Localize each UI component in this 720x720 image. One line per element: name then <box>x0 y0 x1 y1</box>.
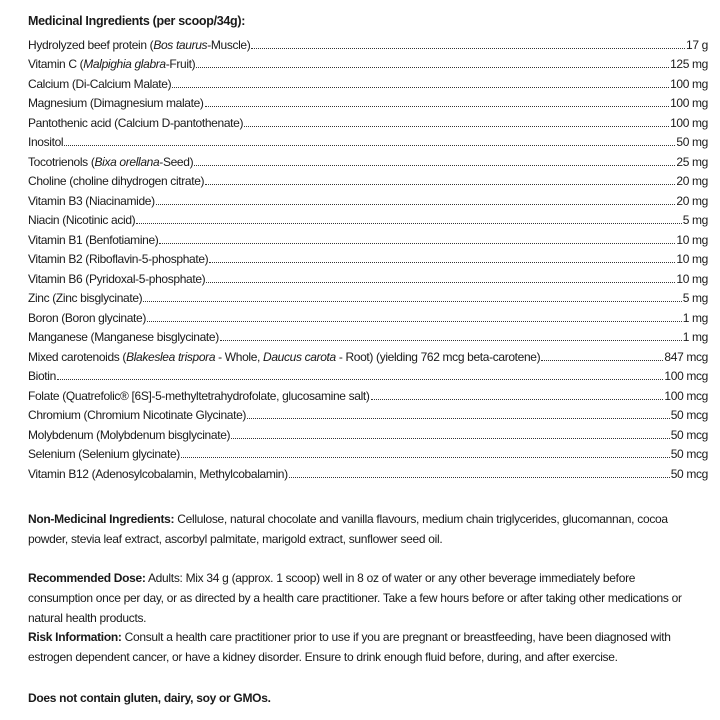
dot-leader <box>231 438 670 439</box>
ingredient-name-part: Vitamin C ( <box>28 57 84 71</box>
ingredient-name-part: Vitamin B6 (Pyridoxal-5-phosphate) <box>28 271 206 286</box>
ingredient-name <box>28 272 205 286</box>
ingredient-name <box>28 194 155 208</box>
ingredient-name-part: Chromium (Chromium Nicotinate Glycinate) <box>28 408 247 422</box>
ingredient-name-part: Vitamin B12 (Adenosylcobalamin, Methylcobalamin) <box>28 466 288 481</box>
non-medicinal-label: Non-Medicinal Ingredients: <box>28 512 175 526</box>
ingredient-name <box>28 447 180 461</box>
ingredient-amount: 50 mcg <box>670 408 708 422</box>
risk-information-label: Risk Information: <box>28 630 122 644</box>
ingredient-name-part: Hydrolyzed beef protein ( <box>28 37 154 52</box>
ingredient-row <box>28 247 708 267</box>
ingredient-name-part: -Muscle) <box>207 37 251 52</box>
ingredient-name-part: - Whole, <box>215 349 264 364</box>
ingredient-name <box>28 330 219 344</box>
ingredient-row <box>28 325 708 345</box>
ingredient-amount: 847 mcg <box>664 349 708 364</box>
ingredient-name-part: Mixed carotenoids ( <box>28 349 127 364</box>
ingredient-name <box>28 77 171 91</box>
ingredient-latin-name: Daucus carota <box>263 349 336 364</box>
ingredient-name <box>28 135 63 149</box>
ingredient-row <box>28 422 708 442</box>
ingredient-row <box>28 188 708 208</box>
dot-leader <box>289 477 670 478</box>
ingredient-name-part: Selenium (Selenium glycinate) <box>28 447 180 461</box>
ingredient-row <box>28 71 708 91</box>
ingredient-name-part: -Seed) <box>159 154 194 169</box>
ingredient-name-part: Folate (Quatrefolic® [6S]-5-methyltetrahydrofolate, glucosamine salt) <box>28 388 370 403</box>
ingredient-amount: 50 mcg <box>670 466 708 481</box>
ingredient-latin-name: Bos taurus <box>153 37 208 52</box>
ingredient-amount: 50 mg <box>676 135 708 149</box>
ingredient-name <box>28 428 230 442</box>
ingredient-row <box>28 403 708 423</box>
ingredient-amount: 10 mg <box>676 232 708 247</box>
dot-leader <box>209 262 675 263</box>
ingredient-name <box>28 408 246 422</box>
ingredient-row <box>28 266 708 286</box>
ingredient-name-part: Niacin (Nicotinic acid) <box>28 213 136 227</box>
ingredient-name-part: Molybdenum (Molybdenum bisglycinate) <box>28 427 231 442</box>
ingredient-amount: 10 mg <box>676 252 708 266</box>
ingredient-row <box>28 344 708 364</box>
ingredient-name <box>28 350 540 364</box>
allergen-statement: Does not contain gluten, dairy, soy or GMOs. <box>28 691 271 705</box>
dot-leader <box>247 418 670 419</box>
ingredient-amount: 50 mcg <box>670 447 708 461</box>
dot-leader <box>181 457 670 458</box>
ingredient-row <box>28 383 708 403</box>
ingredient-row <box>28 169 708 189</box>
ingredient-name-part: Biotin <box>28 369 56 383</box>
dot-leader <box>64 145 675 146</box>
medicinal-ingredients-list <box>28 32 708 481</box>
ingredient-name <box>28 96 204 110</box>
ingredient-amount: 100 mg <box>670 115 708 130</box>
ingredient-name-part: Choline (choline dihydrogen citrate) <box>28 174 205 188</box>
ingredient-amount: 100 mcg <box>664 388 708 403</box>
ingredient-row <box>28 442 708 462</box>
dot-leader <box>136 223 681 224</box>
dot-leader <box>147 321 682 322</box>
dot-leader <box>244 126 669 127</box>
ingredient-latin-name: Blakeslea trispora <box>126 349 216 364</box>
ingredient-name <box>28 389 370 403</box>
dot-leader <box>205 184 675 185</box>
risk-information-text: Consult a health care practitioner prior to use if you are pregnant or breastfeeding, have been diagnosed with estrogen dependent cancer, or have a kidney disorder. Ensure to drink enough fluid before, during, and after exercise. <box>28 630 671 664</box>
ingredient-amount: 1 mg <box>682 310 708 325</box>
medicinal-ingredients-heading: Medicinal Ingredients (per scoop/34g): <box>28 14 246 28</box>
ingredient-name <box>28 57 195 71</box>
ingredient-name <box>28 311 146 325</box>
ingredient-amount: 1 mg <box>682 330 708 344</box>
non-medicinal-ingredients <box>28 509 702 549</box>
ingredient-amount: 25 mg <box>676 154 708 169</box>
dot-leader <box>156 204 676 205</box>
non-medicinal-text: Cellulose, natural chocolate and vanilla flavours, medium chain triglycerides, glucomannan, cocoa powder, stevia leaf extract, ascorbyl palmitate, marigold extract, sunflower seed oil. <box>28 512 668 546</box>
ingredient-name <box>28 467 288 481</box>
ingredient-row <box>28 149 708 169</box>
ingredient-name-part: Calcium (Di-Calcium Malate) <box>28 76 172 91</box>
dot-leader <box>159 243 675 244</box>
ingredient-amount: 100 mg <box>670 76 708 91</box>
ingredient-name-part: Inositol <box>28 135 64 149</box>
ingredient-amount: 125 mg <box>670 57 708 71</box>
dot-leader <box>371 399 664 400</box>
ingredient-name-part: Pantothenic acid (Calcium D-pantothenate) <box>28 115 244 130</box>
ingredient-name <box>28 369 56 383</box>
risk-information <box>28 627 702 667</box>
dot-leader <box>172 87 669 88</box>
ingredient-amount: 5 mg <box>682 213 708 227</box>
dot-leader <box>205 106 669 107</box>
ingredient-latin-name: Bixa orellana <box>94 154 160 169</box>
ingredient-row <box>28 461 708 481</box>
ingredient-name <box>28 291 142 305</box>
recommended-dose <box>28 568 702 628</box>
ingredient-row <box>28 364 708 384</box>
dot-leader <box>220 340 682 341</box>
ingredient-name-part: Vitamin B2 (Riboflavin-5-phosphate) <box>28 252 209 266</box>
dot-leader <box>143 301 681 302</box>
ingredient-name-part: -Fruit) <box>165 57 196 71</box>
ingredient-name-part: Manganese (Manganese bisglycinate) <box>28 330 219 344</box>
recommended-dose-text: Adults: Mix 34 g (approx. 1 scoop) well in 8 oz of water or any other beverage immediately before consumption once per day, or as directed by a health care practitioner. Take a few hours before or after taking other medications or natural health products. <box>28 571 682 625</box>
ingredient-name-part: Tocotrienols ( <box>28 154 95 169</box>
ingredient-amount: 5 mg <box>682 291 708 305</box>
ingredient-row <box>28 32 708 52</box>
ingredient-row <box>28 52 708 72</box>
ingredient-amount: 100 mg <box>670 96 708 110</box>
ingredient-row <box>28 286 708 306</box>
ingredient-row <box>28 110 708 130</box>
ingredient-name-part: Magnesium (Dimagnesium malate) <box>28 96 204 110</box>
ingredient-name-part: Zinc (Zinc bisglycinate) <box>28 291 143 305</box>
dot-leader <box>196 67 669 68</box>
recommended-dose-label: Recommended Dose: <box>28 571 146 585</box>
ingredient-name <box>28 155 193 169</box>
dot-leader <box>251 48 685 49</box>
ingredient-row <box>28 305 708 325</box>
dot-leader <box>57 379 664 380</box>
ingredient-amount: 10 mg <box>676 271 708 286</box>
ingredient-row <box>28 208 708 228</box>
ingredient-latin-name: Malpighia glabra <box>83 57 166 71</box>
ingredient-name <box>28 213 135 227</box>
ingredient-amount: 20 mg <box>676 174 708 188</box>
dot-leader <box>194 165 675 166</box>
ingredient-name <box>28 116 243 130</box>
ingredient-name <box>28 252 208 266</box>
ingredient-name-part: - Root) (yielding 762 mcg beta-carotene) <box>335 349 541 364</box>
ingredient-amount: 20 mg <box>676 193 708 208</box>
ingredient-row <box>28 130 708 150</box>
ingredient-amount: 50 mcg <box>670 427 708 442</box>
ingredient-name-part: Vitamin B3 (Niacinamide) <box>28 193 155 208</box>
ingredient-name-part: Boron (Boron glycinate) <box>28 310 147 325</box>
dot-leader <box>541 360 663 361</box>
ingredient-amount: 17 g <box>686 37 708 52</box>
ingredient-name <box>28 233 158 247</box>
ingredient-amount: 100 mcg <box>664 369 708 383</box>
ingredient-name-part: Vitamin B1 (Benfotiamine) <box>28 232 159 247</box>
ingredient-name <box>28 174 204 188</box>
ingredient-row <box>28 227 708 247</box>
ingredient-row <box>28 91 708 111</box>
ingredient-name <box>28 38 250 52</box>
dot-leader <box>206 282 675 283</box>
